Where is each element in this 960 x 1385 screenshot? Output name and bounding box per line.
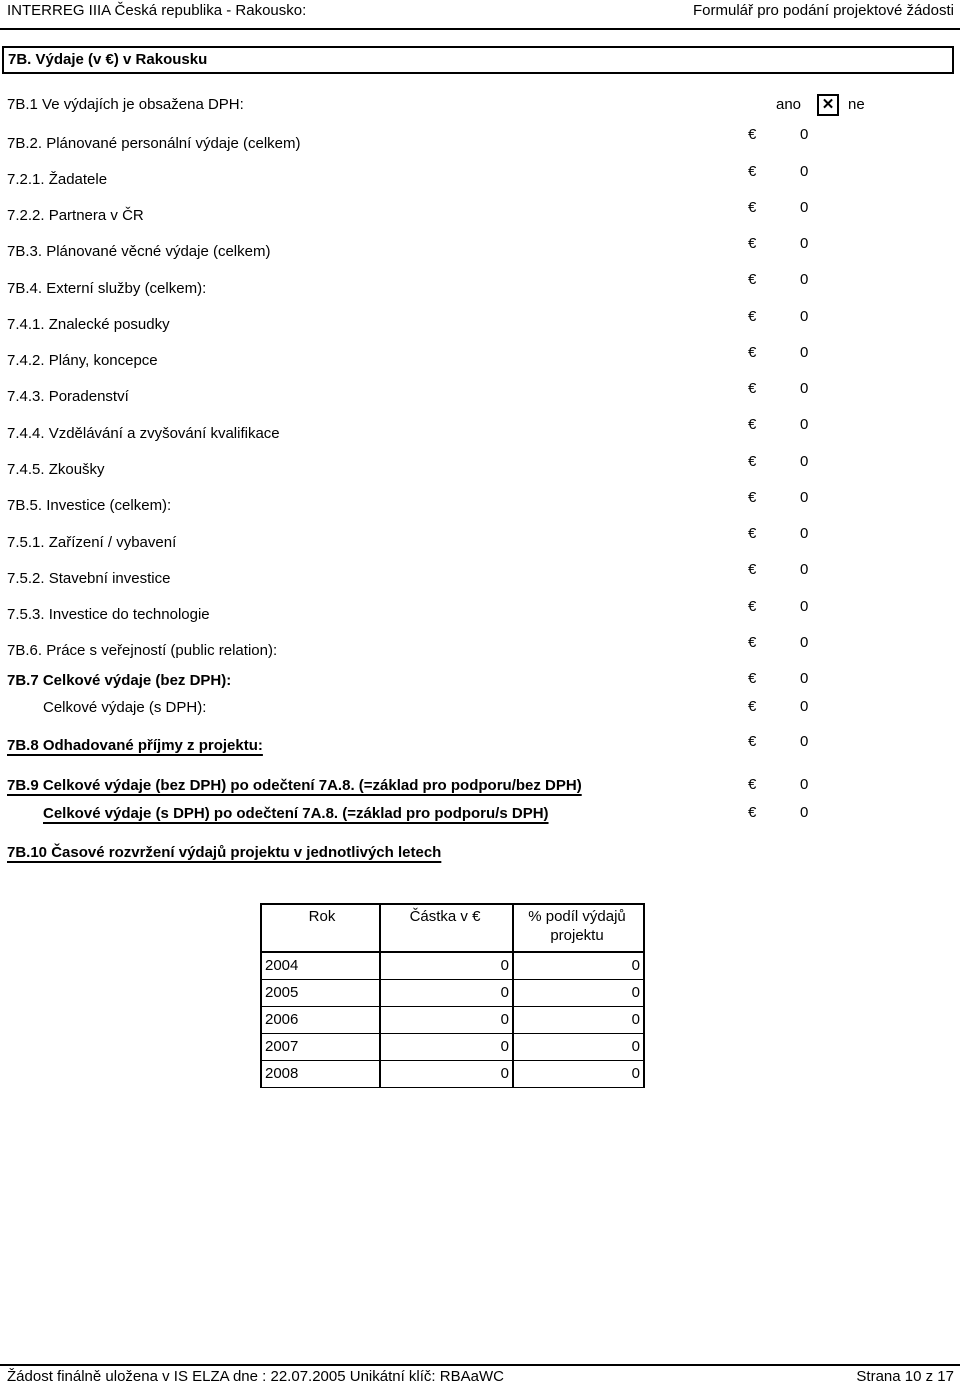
item-value: 0 bbox=[800, 126, 809, 143]
currency-symbol: € bbox=[748, 235, 757, 252]
item-label: 7.4.2. Plány, koncepce bbox=[7, 352, 158, 369]
share-cell: 0 bbox=[513, 980, 644, 1007]
header-program: INTERREG IIIA Česká republika - Rakousko: bbox=[7, 2, 307, 19]
eligible-base-without-vat-value: 0 bbox=[800, 776, 809, 793]
amount-cell: 0 bbox=[380, 952, 513, 980]
item-value: 0 bbox=[800, 380, 809, 397]
currency-symbol: € bbox=[748, 561, 757, 578]
item-label: 7.2.1. Žadatele bbox=[7, 171, 108, 188]
item-value: 0 bbox=[800, 634, 809, 651]
currency-symbol: € bbox=[748, 308, 757, 325]
vat-no-checkbox[interactable]: ✕ bbox=[817, 94, 839, 116]
currency-symbol: € bbox=[748, 489, 757, 506]
vat-no-label: ne bbox=[848, 96, 865, 113]
currency-symbol: € bbox=[748, 634, 757, 651]
item-label: 7.4.3. Poradenství bbox=[7, 388, 129, 405]
currency-symbol: € bbox=[748, 380, 757, 397]
item-label: 7B.4. Externí služby (celkem): bbox=[7, 280, 207, 297]
vat-yes-label: ano bbox=[776, 96, 802, 113]
currency-symbol: € bbox=[748, 598, 757, 615]
item-label: 7B.2. Plánované personální výdaje (celkem) bbox=[7, 135, 301, 152]
item-label: 7.5.3. Investice do technologie bbox=[7, 606, 210, 623]
total-without-vat-label: 7B.7 Celkové výdaje (bez DPH): bbox=[7, 672, 232, 689]
table-row bbox=[261, 952, 644, 980]
header-form-title: Formulář pro podání projektové žádosti bbox=[693, 2, 954, 19]
table-row bbox=[261, 980, 644, 1007]
eligible-base-with-vat-value: 0 bbox=[800, 804, 809, 821]
share-cell: 0 bbox=[513, 1007, 644, 1034]
column-header-share: % podíl výdajů projektu bbox=[513, 904, 644, 952]
amount-cell: 0 bbox=[380, 1007, 513, 1034]
currency-symbol: € bbox=[748, 733, 757, 750]
item-value: 0 bbox=[800, 344, 809, 361]
footer-save-info: Žádost finálně uložena v IS ELZA dne : 22.07.2005 Unikátní klíč: RBAaWC bbox=[7, 1368, 504, 1385]
table-row bbox=[261, 1007, 644, 1034]
item-label: 7.5.2. Stavební investice bbox=[7, 570, 171, 587]
total-with-vat-value: 0 bbox=[800, 698, 809, 715]
item-value: 0 bbox=[800, 598, 809, 615]
share-cell: 0 bbox=[513, 1061, 644, 1088]
yearly-expense-table bbox=[260, 903, 645, 1088]
item-value: 0 bbox=[800, 308, 809, 325]
item-label: 7.4.4. Vzdělávání a zvyšování kvalifikace bbox=[7, 425, 280, 442]
item-label: 7B.5. Investice (celkem): bbox=[7, 497, 172, 514]
table-row bbox=[261, 1061, 644, 1088]
estimated-income-value: 0 bbox=[800, 733, 809, 750]
eligible-base-with-vat-label: Celkové výdaje (s DPH) po odečtení 7A.8. (=základ pro podporu/s DPH) bbox=[43, 805, 549, 822]
currency-symbol: € bbox=[748, 163, 757, 180]
section-title: 7B. Výdaje (v €) v Rakousku bbox=[2, 46, 954, 74]
item-value: 0 bbox=[800, 561, 809, 578]
item-label: 7.2.2. Partnera v ČR bbox=[7, 207, 144, 224]
currency-symbol: € bbox=[748, 199, 757, 216]
table-row bbox=[261, 1034, 644, 1061]
item-label: 7.4.5. Zkoušky bbox=[7, 461, 105, 478]
yearly-breakdown-heading: 7B.10 Časové rozvržení výdajů projektu v jednotlivých letech bbox=[7, 844, 442, 861]
year-cell: 2005 bbox=[261, 980, 380, 1007]
item-value: 0 bbox=[800, 489, 809, 506]
item-value: 0 bbox=[800, 525, 809, 542]
currency-symbol: € bbox=[748, 126, 757, 143]
item-value: 0 bbox=[800, 453, 809, 470]
year-cell: 2006 bbox=[261, 1007, 380, 1034]
currency-symbol: € bbox=[748, 698, 757, 715]
footer-page-number: Strana 10 z 17 bbox=[856, 1368, 954, 1385]
currency-symbol: € bbox=[748, 670, 757, 687]
amount-cell: 0 bbox=[380, 1061, 513, 1088]
column-header-amount: Částka v € bbox=[380, 904, 513, 952]
total-without-vat-value: 0 bbox=[800, 670, 809, 687]
footer-divider bbox=[0, 1364, 960, 1366]
item-value: 0 bbox=[800, 163, 809, 180]
item-label: 7B.3. Plánované věcné výdaje (celkem) bbox=[7, 243, 271, 260]
currency-symbol: € bbox=[748, 416, 757, 433]
currency-symbol: € bbox=[748, 525, 757, 542]
amount-cell: 0 bbox=[380, 980, 513, 1007]
currency-symbol: € bbox=[748, 804, 757, 821]
item-label: 7.5.1. Zařízení / vybavení bbox=[7, 534, 177, 551]
item-value: 0 bbox=[800, 416, 809, 433]
item-label: 7.4.1. Znalecké posudky bbox=[7, 316, 170, 333]
column-header-year: Rok bbox=[261, 904, 380, 952]
year-cell: 2004 bbox=[261, 952, 380, 980]
share-cell: 0 bbox=[513, 952, 644, 980]
table-header-row bbox=[261, 904, 644, 952]
currency-symbol: € bbox=[748, 271, 757, 288]
item-label: 7B.6. Práce s veřejností (public relation): bbox=[7, 642, 278, 659]
item-value: 0 bbox=[800, 235, 809, 252]
item-value: 0 bbox=[800, 271, 809, 288]
item-value: 0 bbox=[800, 199, 809, 216]
eligible-base-without-vat-label: 7B.9 Celkové výdaje (bez DPH) po odečtení 7A.8. (=základ pro podporu/bez DPH) bbox=[7, 777, 582, 794]
vat-label: 7B.1 Ve výdajích je obsažena DPH: bbox=[7, 96, 244, 113]
year-cell: 2008 bbox=[261, 1061, 380, 1088]
total-with-vat-label: Celkové výdaje (s DPH): bbox=[43, 699, 207, 716]
share-cell: 0 bbox=[513, 1034, 644, 1061]
year-cell: 2007 bbox=[261, 1034, 380, 1061]
currency-symbol: € bbox=[748, 776, 757, 793]
estimated-income-label: 7B.8 Odhadované příjmy z projektu: bbox=[7, 737, 263, 754]
currency-symbol: € bbox=[748, 453, 757, 470]
amount-cell: 0 bbox=[380, 1034, 513, 1061]
currency-symbol: € bbox=[748, 344, 757, 361]
header-divider bbox=[0, 28, 960, 30]
